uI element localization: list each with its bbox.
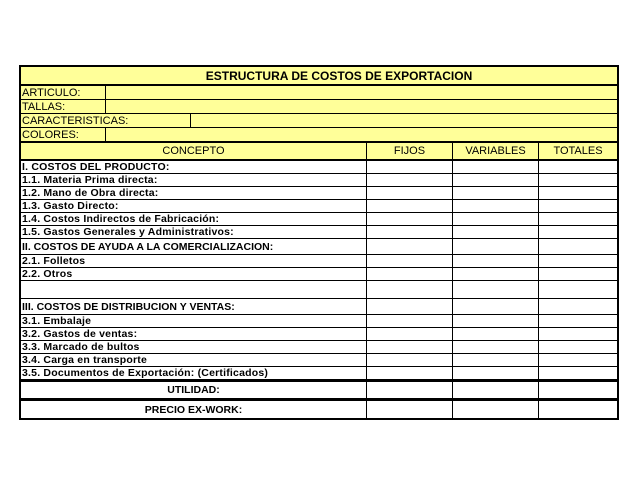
fijos-cell[interactable]: [367, 187, 453, 199]
variables-cell[interactable]: [453, 382, 539, 398]
section-heading: I. COSTOS DEL PRODUCTO:: [21, 161, 367, 173]
column-header-row: [21, 142, 617, 161]
totales-cell[interactable]: [539, 401, 617, 418]
fijos-cell[interactable]: [367, 213, 453, 225]
concept-label: 2.1. Folletos: [21, 255, 367, 267]
cost-structure-table: [19, 65, 619, 420]
precio-ex-work-row: [21, 399, 617, 418]
articulo-field[interactable]: [106, 86, 617, 99]
totales-cell[interactable]: [539, 174, 617, 186]
variables-cell[interactable]: [453, 187, 539, 199]
variables-cell[interactable]: [453, 161, 539, 173]
section-heading: III. COSTOS DE DISTRIBUCION Y VENTAS:: [21, 299, 367, 314]
concept-label: 1.2. Mano de Obra directa:: [21, 187, 367, 199]
colores-field[interactable]: [106, 128, 617, 141]
totales-cell[interactable]: [539, 315, 617, 327]
concept-label: 1.1. Materia Prima directa:: [21, 174, 367, 186]
column-header-variables: VARIABLES: [453, 143, 539, 159]
totales-cell[interactable]: [539, 281, 617, 298]
totales-cell[interactable]: [539, 299, 617, 314]
fijos-cell[interactable]: [367, 281, 453, 298]
variables-cell[interactable]: [453, 328, 539, 340]
section-heading-row: [21, 299, 617, 315]
fijos-cell[interactable]: [367, 401, 453, 418]
totales-cell[interactable]: [539, 213, 617, 225]
fijos-cell[interactable]: [367, 299, 453, 314]
utilidad-label: UTILIDAD:: [21, 382, 367, 398]
concept-label: 1.3. Gasto Directo:: [21, 200, 367, 212]
column-header-concepto: CONCEPTO: [21, 143, 367, 159]
table-title: ESTRUCTURA DE COSTOS DE EXPORTACION: [21, 67, 617, 86]
totales-cell[interactable]: [539, 382, 617, 398]
table-row: [21, 328, 617, 341]
table-row: [21, 187, 617, 200]
concept-label: 3.1. Embalaje: [21, 315, 367, 327]
utilidad-row: [21, 380, 617, 399]
tallas-field[interactable]: [106, 100, 617, 113]
concept-label: 2.2. Otros: [21, 268, 367, 280]
table-row: [21, 341, 617, 354]
table-row: [21, 268, 617, 281]
totales-cell[interactable]: [539, 255, 617, 267]
totales-cell[interactable]: [539, 367, 617, 379]
variables-cell[interactable]: [453, 255, 539, 267]
table-row: [21, 315, 617, 328]
info-row-articulo: [21, 86, 617, 100]
fijos-cell[interactable]: [367, 255, 453, 267]
concept-label: 1.4. Costos Indirectos de Fabricación:: [21, 213, 367, 225]
table-row: [21, 213, 617, 226]
text-cursor-mark: [190, 116, 191, 128]
table-row-empty: [21, 281, 617, 299]
variables-cell[interactable]: [453, 315, 539, 327]
totales-cell[interactable]: [539, 328, 617, 340]
info-row-colores: [21, 128, 617, 142]
variables-cell[interactable]: [453, 213, 539, 225]
variables-cell[interactable]: [453, 281, 539, 298]
section-heading-row: [21, 239, 617, 255]
table-row: [21, 255, 617, 268]
totales-cell[interactable]: [539, 239, 617, 254]
info-label: COLORES:: [21, 128, 106, 141]
fijos-cell[interactable]: [367, 174, 453, 186]
totales-cell[interactable]: [539, 341, 617, 353]
fijos-cell[interactable]: [367, 382, 453, 398]
concept-cell-empty: [21, 281, 367, 298]
fijos-cell[interactable]: [367, 239, 453, 254]
variables-cell[interactable]: [453, 268, 539, 280]
variables-cell[interactable]: [453, 226, 539, 238]
variables-cell[interactable]: [453, 367, 539, 379]
concept-label: 1.5. Gastos Generales y Administrativos:: [21, 226, 367, 238]
fijos-cell[interactable]: [367, 315, 453, 327]
fijos-cell[interactable]: [367, 200, 453, 212]
totales-cell[interactable]: [539, 200, 617, 212]
concept-label: 3.4. Carga en transporte: [21, 354, 367, 366]
totales-cell[interactable]: [539, 161, 617, 173]
variables-cell[interactable]: [453, 299, 539, 314]
table-row: [21, 200, 617, 213]
table-row: [21, 367, 617, 380]
precio-ex-work-label: PRECIO EX-WORK:: [21, 401, 367, 418]
totales-cell[interactable]: [539, 354, 617, 366]
variables-cell[interactable]: [453, 200, 539, 212]
info-label: CARACTERISTICAS:: [21, 114, 191, 127]
table-row: [21, 226, 617, 239]
variables-cell[interactable]: [453, 341, 539, 353]
variables-cell[interactable]: [453, 174, 539, 186]
info-row-tallas: [21, 100, 617, 114]
table-row: [21, 174, 617, 187]
fijos-cell[interactable]: [367, 328, 453, 340]
info-label: TALLAS:: [21, 100, 106, 113]
concept-label: 3.3. Marcado de bultos: [21, 341, 367, 353]
totales-cell[interactable]: [539, 226, 617, 238]
fijos-cell[interactable]: [367, 367, 453, 379]
concept-label: 3.5. Documentos de Exportación: (Certificados): [21, 367, 367, 379]
totales-cell[interactable]: [539, 187, 617, 199]
fijos-cell[interactable]: [367, 341, 453, 353]
concept-label: 3.2. Gastos de ventas:: [21, 328, 367, 340]
column-header-fijos: FIJOS: [367, 143, 453, 159]
fijos-cell[interactable]: [367, 161, 453, 173]
variables-cell[interactable]: [453, 354, 539, 366]
caracteristicas-field[interactable]: [191, 114, 617, 127]
section-heading-row: [21, 161, 617, 174]
info-label: ARTICULO:: [21, 86, 106, 99]
fijos-cell[interactable]: [367, 354, 453, 366]
variables-cell[interactable]: [453, 401, 539, 418]
table-row: [21, 354, 617, 367]
totales-cell[interactable]: [539, 268, 617, 280]
variables-cell[interactable]: [453, 239, 539, 254]
fijos-cell[interactable]: [367, 226, 453, 238]
fijos-cell[interactable]: [367, 268, 453, 280]
column-header-totales: TOTALES: [553, 145, 603, 157]
info-row-caracteristicas: [21, 114, 617, 128]
section-heading: II. COSTOS DE AYUDA A LA COMERCIALIZACION:: [21, 239, 367, 254]
